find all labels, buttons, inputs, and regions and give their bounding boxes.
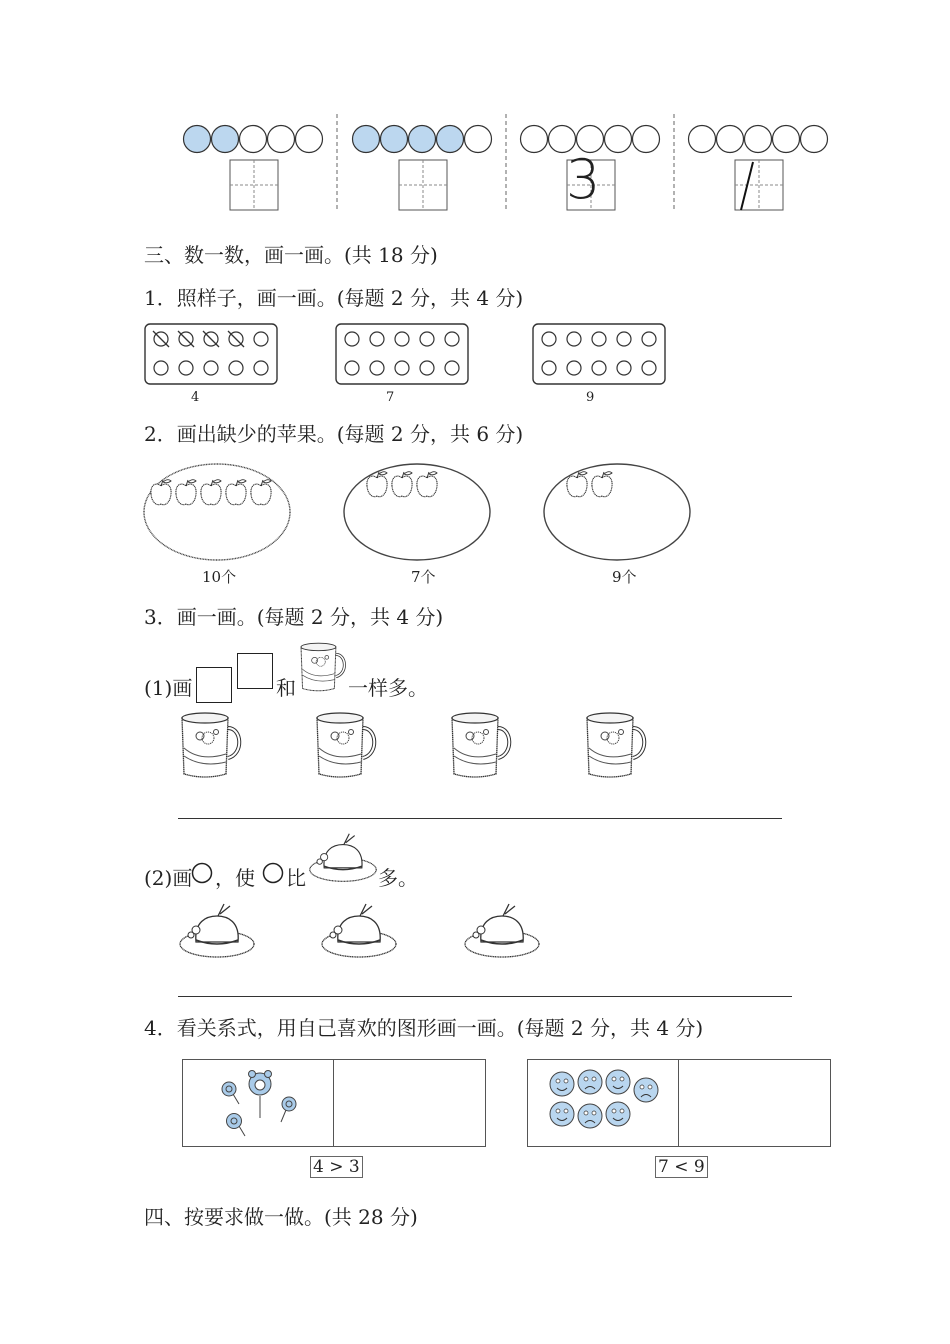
- apple-icon: [251, 480, 271, 505]
- filled-circle: [381, 126, 408, 153]
- square-shape-icon: [196, 667, 232, 703]
- empty-circle: [521, 126, 548, 153]
- dot-circle: [229, 361, 243, 375]
- q3-p2-mid2: 比: [286, 866, 306, 890]
- circle-shape-icon: [262, 862, 286, 886]
- section3-title: 三、数一数，画一画。(共 18 分): [144, 243, 438, 267]
- bear-lollipop-icon: [249, 1071, 272, 1119]
- face-icon: [578, 1104, 602, 1128]
- dot-circle: [420, 361, 434, 375]
- hat-icon: [463, 902, 541, 960]
- faces-illustration: [542, 1068, 672, 1140]
- empty-circle: [465, 126, 492, 153]
- apple-icon: [392, 472, 412, 497]
- dot-circle: [542, 361, 556, 375]
- empty-circle: [801, 126, 828, 153]
- filled-circle: [184, 126, 211, 153]
- mug-icon: [313, 710, 379, 780]
- dot-circle: [204, 361, 218, 375]
- written-number-1-stroke: [737, 160, 757, 212]
- q3-p2-prefix: (2)画: [144, 866, 193, 890]
- q2-title: 2．画出缺少的苹果。(每题 2 分，共 6 分): [144, 422, 524, 446]
- dot-circle: [370, 361, 384, 375]
- square-shape-icon: [237, 653, 273, 689]
- q1-box-3-label: 9: [586, 390, 595, 405]
- empty-circle: [773, 126, 800, 153]
- dot-circle: [642, 361, 656, 375]
- q2-oval-3-label: 9个: [612, 568, 637, 586]
- face-icon: [634, 1078, 658, 1102]
- empty-circle: [296, 126, 323, 153]
- hat-icon: [308, 832, 378, 884]
- q3-title: 3．画一画。(每题 2 分，共 4 分): [144, 605, 444, 629]
- face-icon: [606, 1102, 630, 1126]
- filled-circle: [212, 126, 239, 153]
- dot-circle: [592, 332, 606, 346]
- empty-circle: [605, 126, 632, 153]
- q2-oval-1: [143, 462, 293, 562]
- q1-box-1: [144, 323, 278, 389]
- q3-p1-suffix: 一样多。: [348, 676, 428, 700]
- writing-grid[interactable]: [230, 160, 278, 210]
- empty-circle: [745, 126, 772, 153]
- q4-right-relation: 7 < 9: [655, 1156, 708, 1178]
- dot-circle: [592, 361, 606, 375]
- face-icon: [550, 1072, 574, 1096]
- dot-circle: [395, 361, 409, 375]
- q1-box-1-label: 4: [191, 390, 200, 405]
- lollipops-illustration: [211, 1068, 311, 1140]
- dot-circle: [420, 332, 434, 346]
- q4-right-draw-area[interactable]: [679, 1060, 830, 1146]
- dot-circle: [345, 361, 359, 375]
- empty-circle: [240, 126, 267, 153]
- empty-circle: [689, 126, 716, 153]
- dot-circle: [617, 361, 631, 375]
- dot-circle: [154, 361, 168, 375]
- empty-circle: [717, 126, 744, 153]
- filled-circle: [409, 126, 436, 153]
- dot-circle: [445, 332, 459, 346]
- q3-p2-suffix: 多。: [378, 866, 418, 890]
- filled-circle: [353, 126, 380, 153]
- q2-oval-2: [343, 462, 493, 562]
- dot-box-svg: [144, 323, 278, 385]
- q3-p1-and: 和: [276, 676, 296, 700]
- dot-circle: [254, 361, 268, 375]
- empty-circle: [633, 126, 660, 153]
- apple-icon: [151, 480, 171, 505]
- lollipop-icon: [227, 1114, 246, 1137]
- q3-p1-prefix: (1)画: [144, 676, 193, 700]
- q1-box-3: [532, 323, 666, 389]
- section4-title: 四、按要求做一做。(共 28 分): [144, 1205, 418, 1229]
- apple-icon: [417, 472, 437, 497]
- dot-box-svg: [532, 323, 666, 385]
- apple-icon: [592, 472, 612, 497]
- q2-oval-1-label: 10个: [202, 568, 237, 586]
- hat-icon: [178, 902, 256, 960]
- q2-oval-2-label: 7个: [411, 568, 436, 586]
- dot-circle: [567, 361, 581, 375]
- q3-p1-answer-line[interactable]: [178, 818, 782, 819]
- mug-icon: [583, 710, 649, 780]
- written-number-3: 3: [566, 148, 601, 211]
- q3-p2-answer-line[interactable]: [178, 996, 792, 997]
- writing-grid[interactable]: [399, 160, 447, 210]
- dot-circle: [395, 332, 409, 346]
- dot-circle: [567, 332, 581, 346]
- mug-icon: [298, 641, 348, 693]
- circle-shape-icon: [191, 862, 215, 886]
- face-icon: [578, 1070, 602, 1094]
- q4-left-relation: 4 > 3: [310, 1156, 363, 1178]
- q1-title: 1．照样子，画一画。(每题 2 分，共 4 分): [144, 286, 524, 310]
- q4-right-table: [527, 1059, 831, 1147]
- dot-circle: [179, 361, 193, 375]
- filled-circle: [437, 126, 464, 153]
- dot-box-svg: [335, 323, 469, 385]
- dot-circle: [370, 332, 384, 346]
- mug-icon: [448, 710, 514, 780]
- q2-oval-3: [543, 462, 693, 562]
- mug-icon: [178, 710, 244, 780]
- hat-icon: [320, 902, 398, 960]
- dot-circle: [542, 332, 556, 346]
- face-icon: [550, 1102, 574, 1126]
- q4-left-draw-area[interactable]: [334, 1060, 485, 1146]
- dot-circle: [445, 361, 459, 375]
- apple-icon: [176, 480, 196, 505]
- dot-circle: [617, 332, 631, 346]
- q4-title: 4．看关系式，用自己喜欢的图形画一画。(每题 2 分，共 4 分): [144, 1016, 704, 1040]
- dot-circle: [254, 332, 268, 346]
- q1-box-2-label: 7: [386, 390, 395, 405]
- dot-circle: [345, 332, 359, 346]
- lollipop-icon: [281, 1097, 296, 1122]
- apple-icon: [201, 480, 221, 505]
- q4-left-table: [182, 1059, 486, 1147]
- face-icon: [606, 1070, 630, 1094]
- q3-p2-mid1: ，使: [215, 866, 255, 890]
- apple-icon: [226, 480, 246, 505]
- q1-box-2: [335, 323, 469, 389]
- dot-circle: [642, 332, 656, 346]
- empty-circle: [268, 126, 295, 153]
- lollipop-icon: [222, 1082, 239, 1104]
